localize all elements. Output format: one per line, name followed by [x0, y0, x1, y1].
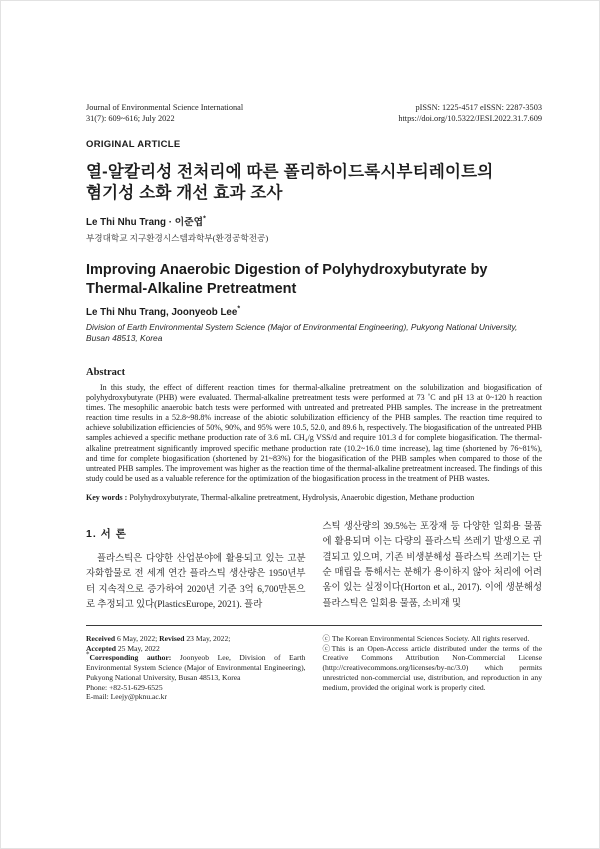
- keywords-list: Polyhydroxybutyrate, Thermal-alkaline pretreatment, Hydrolysis, Anaerobic digestion, Methane production: [127, 492, 475, 502]
- abstract-heading: Abstract: [86, 367, 126, 378]
- korean-corresponding-mark: *: [203, 215, 206, 223]
- license-notice: ⓒThis is an Open-Access article distributed under the terms of the Creative Commons Attribution Non-Commercial License (http://creativecommons.org/licenses/by-nc/3.0) which permits unrestricted non-commercial use, distribution, and reproduction in any medium, provided the original work is properly cited.: [322, 643, 542, 692]
- issue-info: 31(7): 609~616; July 2022: [86, 113, 175, 123]
- footnote-right: [323, 634, 543, 702]
- korean-title-line2: 혐기성 소화 개선 효과 조사: [86, 184, 283, 202]
- doi-link: https://doi.org/10.5322/JESI.2022.31.7.609: [398, 113, 542, 123]
- korean-title-line1: 열-알칼리성 전처리에 따른 폴리하이드록시부티레이트의: [86, 163, 494, 181]
- journal-header-left: [86, 103, 243, 124]
- body-column-left: [86, 524, 306, 620]
- copyright-notice: ⓒ The Korean Environmental Sciences Society. All rights reserved.: [322, 634, 530, 644]
- journal-name: Journal of Environmental Science International: [86, 103, 244, 112]
- accepted-value: 25 May, 2022: [115, 643, 160, 653]
- english-title-line2: Thermal-Alkaline Pretreatment: [86, 280, 297, 297]
- english-title-line1: Improving Anaerobic Digestion of Polyhydroxybutyrate by: [86, 262, 488, 278]
- page-content: [86, 103, 542, 702]
- section-heading-introduction: 1. 서 론: [86, 528, 127, 541]
- intro-paragraph-left: 플라스틱은 다양한 산업분야에 활용되고 있는 고분자화합물로 전 세계 연간 플라스틱 생산량은 1950년부터 지속적으로 증가하여 2020년 기준 3억 6,700만톤으로 추정되고 있다(PlasticsEurope, 2021). 플라: [86, 554, 306, 610]
- corresponding-note-mark: *: [86, 650, 90, 659]
- korean-authors: [86, 214, 542, 228]
- english-title: [86, 261, 542, 298]
- revised-value: 23 May, 2022;: [184, 634, 231, 644]
- body-column-right: [323, 524, 543, 620]
- keywords-line: [86, 493, 542, 503]
- abstract-text: In this study, the effect of different reaction times for thermal-alkaline pretreatment on the solubilization and biogasification of polyhydroxybutyrate (PHB) were evaluated. Thermal-alkaline pretreatment tests were performed at 73 ˚C and pH 13 at 0~120 h reaction times. The mesophilic anaerobic batch tests were performed with untreated and pretreated PHB samples. The increase in the pretreatment reaction time results in a 52.8~98.8% increase of the abiotic solubilization efficiency of the PHB samples. The reaction time required to achieve solubilization efficiencies of 50%, 90%, and 95% were 10.5, 52.0, and 89.6 h, respectively. The biogasification of the untreated PHB samples achieved a specific methane production rate of 3.6 mL CH₄/g VSS/d and require 101.3 d for complete biogasification. The thermal-alkaline pretreatment significantly improved specific methane production rate (10.2~16.0 time increase), lag time (shortened by 76~81%), and time for complete biogasification (shortened by 21~83%) for the biogasification of the PHB samples when compared to those of the untreated PHB samples. The improvement was higher as the reaction time of the thermal-alkaline pretreatment increased. The findings of this study could be used as a valuable reference for the optimization of the biogasification process in the treatment of PHB wastes.: [86, 383, 542, 483]
- korean-title: [86, 162, 542, 204]
- footnote-left: [86, 634, 306, 702]
- journal-header: [86, 103, 542, 124]
- phone-line: Phone: +82-51-629-6525: [86, 682, 163, 692]
- journal-header-right: [398, 103, 542, 124]
- corresponding-note-label: Corresponding author:: [89, 653, 172, 663]
- english-corresponding-mark: *: [237, 305, 241, 313]
- intro-paragraph-right: 스틱 생산량의 39.5%는 포장재 등 다양한 일회용 물품에 활용되며 이는 다량의 플라스틱 쓰레기 발생으로 귀결되고 있으며, 기존 비생분해성 플라스틱 쓰레기는 단순 매립을 통해서는 분해가 용이하지 않아 처리에 어려움이 있는 실정이다(Horton et al., 2017). 이에 생분해성 플라스틱은 일회용 물품, 소비재 및: [322, 522, 542, 609]
- article-type-label: ORIGINAL ARTICLE: [86, 139, 181, 150]
- korean-authors-names: Le Thi Nhu Trang · 이준엽: [86, 217, 204, 228]
- footnotes: [86, 634, 542, 702]
- issn-line: pISSN: 1225-4517 eISSN: 2287-3503: [415, 103, 542, 112]
- accepted-line: [86, 644, 306, 654]
- corresponding-author-note: [86, 650, 306, 682]
- corresponding-note-value: Joonyeob Lee, Division of Earth Environmental System Science (Major of Environmental Engineering), Pukyong National University, Busan 48513, Korea: [86, 653, 306, 682]
- english-authors-names: Le Thi Nhu Trang, Joonyeob Lee: [86, 307, 238, 318]
- english-affiliation: Division of Earth Environmental System Science (Major of Environmental Engineering), Pukyong National University, Busan 48513, Korea: [86, 322, 518, 343]
- english-authors: [86, 307, 542, 318]
- keywords-label: Key words :: [86, 492, 128, 502]
- body-columns: [86, 524, 542, 620]
- revised-label: Revised: [159, 634, 185, 644]
- received-label: Received: [86, 634, 116, 644]
- received-value: 6 May, 2022;: [115, 634, 160, 644]
- received-revised-line: [86, 634, 306, 644]
- accepted-label: Accepted: [86, 643, 116, 653]
- korean-affiliation: 부경대학교 지구환경시스템과학부(환경공학전공): [86, 233, 269, 243]
- email-line: E-mail: Leejy@pknu.ac.kr: [86, 692, 168, 702]
- footnote-divider: [86, 625, 542, 626]
